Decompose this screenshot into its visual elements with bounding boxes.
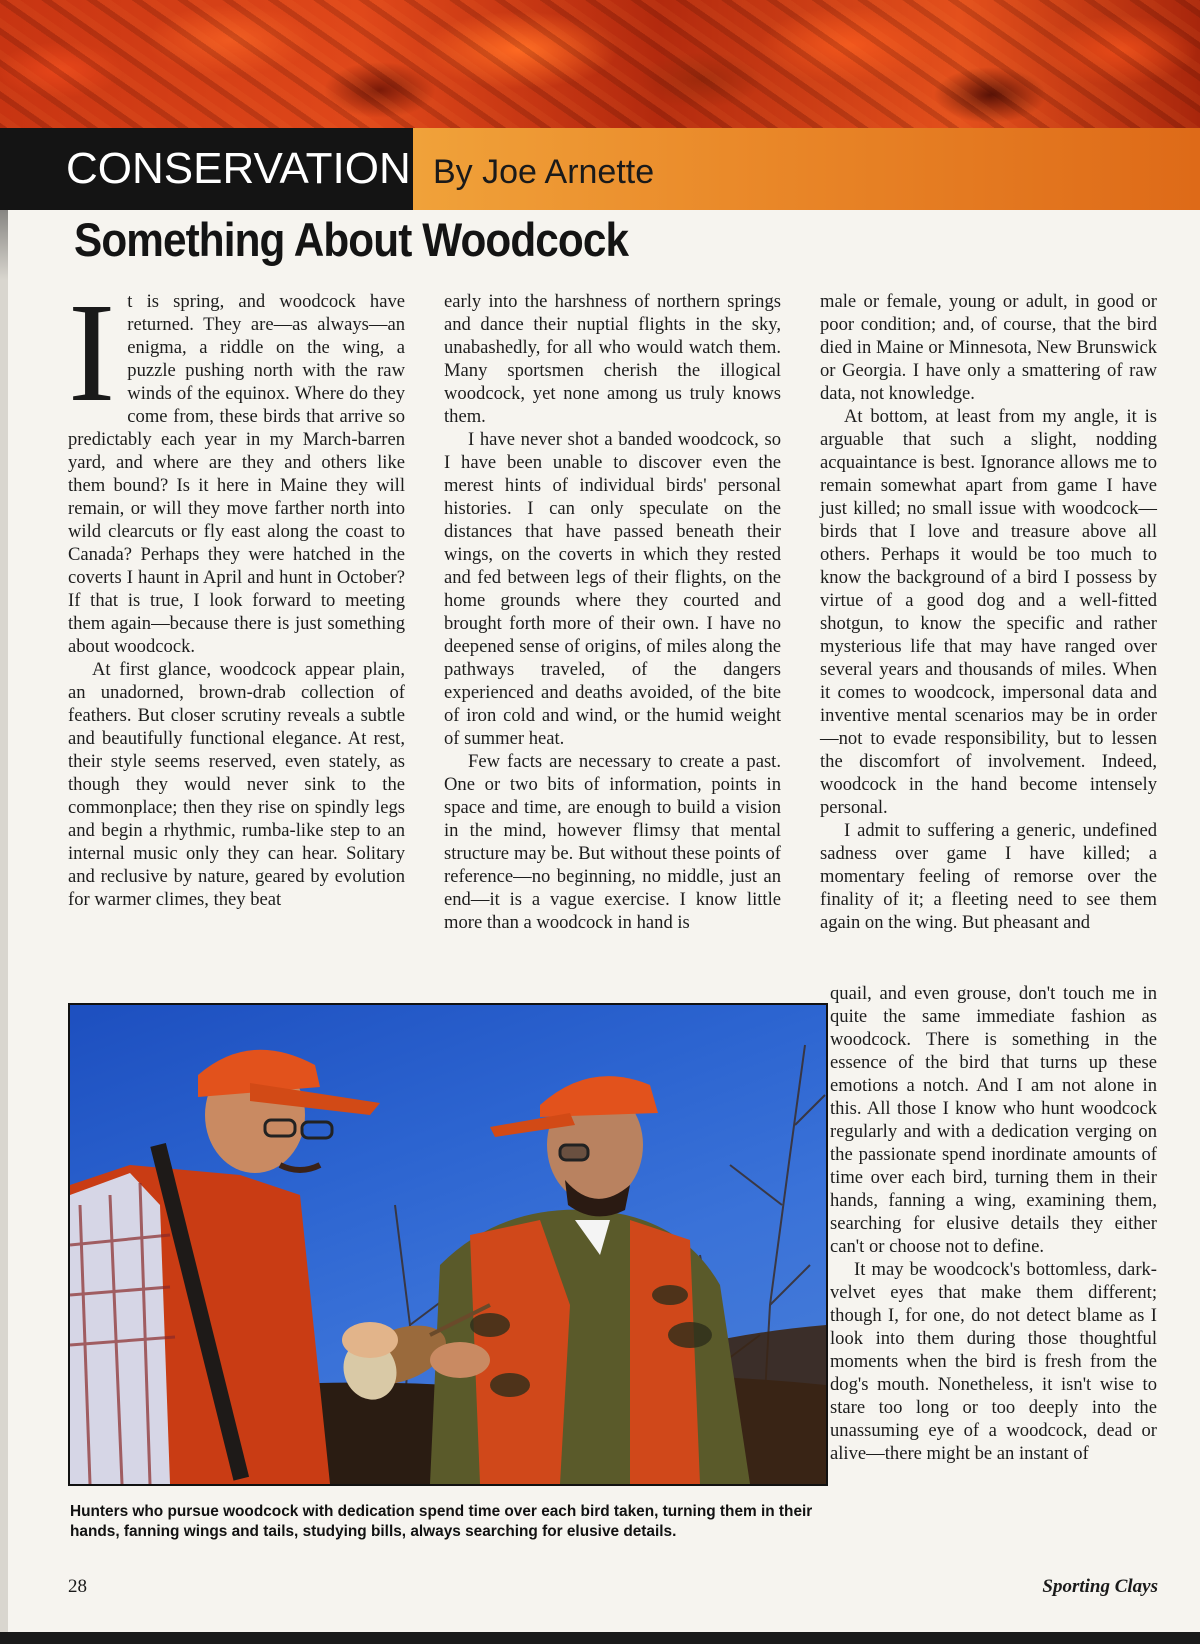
article-column-2: [444, 290, 781, 934]
hunters-illustration: [70, 1005, 826, 1484]
article-column-3: [820, 290, 1157, 934]
photo-caption: Hunters who pursue woodcock with dedication spend time over each bird taken, turning them in their hands, fanning wings and tails, studying bills, always searching for elusive details.: [70, 1503, 813, 1540]
paragraph: I admit to suffering a generic, undefined sadness over game I have killed; a momentary feeling of remorse over the finality of it; a fleeting need to see them again on the wing. But pheasant and: [820, 820, 1157, 933]
paragraph: At bottom, at least from my angle, it is arguable that such a slight, nodding acquaintance is best. Ignorance allows me to remain somewhat apart from game I have just killed; no small issue with woodcock—birds that I love and treasure above all others. Perhaps it would be too much to know the background of a bird I possess by virtue of a good dog and a well-fitted shotgun, to know the specific and rather mysterious life that may have ranged over several years and thousands of miles. When it comes to woodcock, impersonal data and inventive mental scenarios may be in order—not to evade responsibility, but to lessen the discomfort of involvement. Indeed, woodcock in the hand become intensely personal.: [820, 406, 1157, 818]
page-bottom-edge: [0, 1632, 1200, 1644]
byline: By Joe Arnette: [413, 128, 1200, 210]
right-hunter: [430, 1076, 750, 1484]
autumn-leaves-banner: [0, 0, 1200, 130]
section-label: CONSERVATION: [0, 128, 413, 210]
article-title: Something About Woodcock: [74, 213, 629, 266]
drop-cap: I: [68, 273, 116, 431]
paragraph: t is spring, and woodcock have returned. They are—as always—an enigma, a riddle on the wing, a puzzle pushing north with the raw winds of the equinox. Where do they come from, these birds that arrive so predictably each year in my March-barren yard, and where are they and others like them bound? Is it here in Maine they will remain, or will they move farther north into wild clearcuts or fly east along the coast to Canada? Perhaps they were hatched in the coverts I haunt in April and hunt in October? If that is true, I look forward to meeting them again—because there is just something about woodcock.: [68, 291, 405, 657]
paragraph: At first glance, woodcock appear plain, an unadorned, brown-drab collection of feathers. But closer scrutiny reveals a subtle and beautifully functional elegance. At rest, their style seems reserved, even stately, as though they would never sink to the commonplace; then they rise on spindly legs and begin a rhythmic, rumba-like step to an internal music only they can hear. Solitary and reclusive by nature, geared by evolution for warmer climes, they beat: [68, 659, 405, 910]
paragraph: Few facts are necessary to create a past. One or two bits of information, points in space and time, are enough to build a vision in the mind, however flimsy that mental structure may be. But without these points of reference—no beginning, no middle, just an end—it is a vague exercise. I know little more than a woodcock in hand is: [444, 751, 781, 933]
article-column-1: [68, 273, 405, 911]
page-edge-shadow: [0, 130, 8, 1632]
section-header: [0, 128, 1200, 210]
hunters-photo: [68, 1003, 828, 1486]
page-number: 28: [68, 1576, 87, 1597]
article-column-3-continued: [830, 982, 1157, 1465]
paragraph: male or female, young or adult, in good or poor condition; and, of course, that the bird died in Maine or Minnesota, New Brunswick or Georgia. I have only a smattering of raw data, not knowledge.: [820, 291, 1157, 404]
paragraph: I have never shot a banded woodcock, so I have been unable to discover even the merest hints of individual birds' personal histories. I can only speculate on the distances that have passed beneath their wings, on the coverts in which they rested and fed between legs of their flights, on the home grounds where they courted and brought forth more of their own. I have no deepened sense of origins, of miles along the pathways traveled, of the dangers experienced and deaths avoided, of the bite of iron cold and wind, or the humid weight of summer heat.: [444, 429, 781, 749]
magazine-name: Sporting Clays: [1042, 1576, 1158, 1597]
paragraph: It may be woodcock's bottomless, dark-velvet eyes that make them different; though I, for one, do not detect blame as I look into them during those thoughtful moments when the bird is fresh from the dog's mouth. Nonetheless, it isn't wise to stare too long or too deeply into the unassuming eye of a woodcock, dead or alive—there might be an instant of: [830, 1259, 1157, 1464]
paragraph: quail, and even grouse, don't touch me in quite the same immediate fashion as woodcock. There is something in the essence of the bird that turns up these emotions a notch. And I am not alone in this. All those I know who hunt woodcock regularly and with a dedication verging on the passionate spend inordinate amounts of time over each bird, turning them in their hands, fanning a wing, examining them, searching for elusive details they either can't or choose not to define.: [830, 983, 1157, 1257]
paragraph: early into the harshness of northern springs and dance their nuptial flights in the sky, unabashedly, for all who would watch them. Many sportsmen cherish the illogical woodcock, yet none among us truly knows them.: [444, 291, 781, 427]
